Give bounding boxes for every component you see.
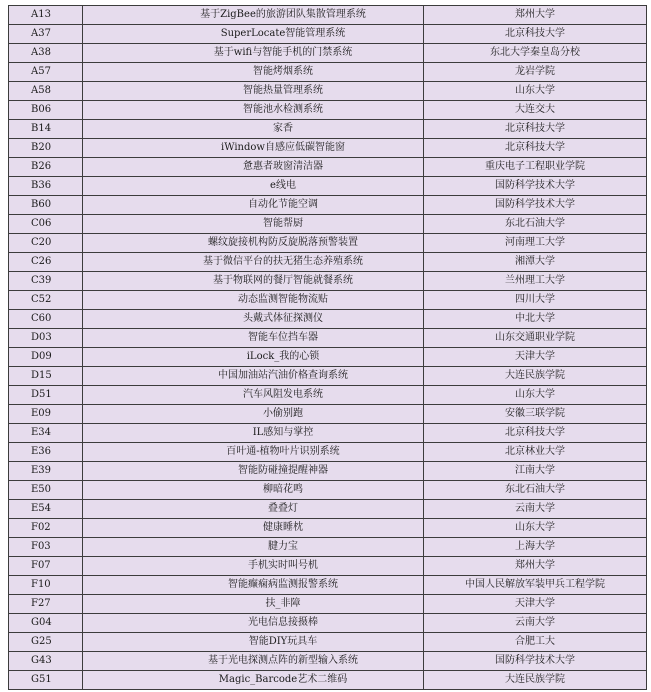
project-code-cell: E54 bbox=[9, 500, 83, 519]
table-row bbox=[9, 139, 647, 158]
project-code-cell: A37 bbox=[9, 25, 83, 44]
project-name-cell: 叠叠灯 bbox=[83, 500, 424, 519]
project-code-cell: B20 bbox=[9, 139, 83, 158]
project-code-cell: F02 bbox=[9, 519, 83, 538]
project-code-cell: D51 bbox=[9, 386, 83, 405]
school-name-cell: 北京林业大学 bbox=[424, 443, 647, 462]
school-name-cell: 国防科学技术大学 bbox=[424, 196, 647, 215]
project-name-cell: 小偷别跑 bbox=[83, 405, 424, 424]
table-row bbox=[9, 310, 647, 329]
school-name-cell: 云南大学 bbox=[424, 500, 647, 519]
project-name-cell: 手机实时叫号机 bbox=[83, 557, 424, 576]
school-name-cell: 北京科技大学 bbox=[424, 424, 647, 443]
project-name-cell: 智能热量管理系统 bbox=[83, 82, 424, 101]
project-table bbox=[8, 5, 647, 690]
project-code-cell: C06 bbox=[9, 215, 83, 234]
project-code-cell: B26 bbox=[9, 158, 83, 177]
project-name-cell: 光电信息接摄棒 bbox=[83, 614, 424, 633]
school-name-cell: 云南大学 bbox=[424, 614, 647, 633]
project-code-cell: F10 bbox=[9, 576, 83, 595]
project-name-cell: 智能车位挡车器 bbox=[83, 329, 424, 348]
project-name-cell: 智能DIY玩具车 bbox=[83, 633, 424, 652]
table-row bbox=[9, 196, 647, 215]
project-name-cell: 自动化节能空调 bbox=[83, 196, 424, 215]
project-code-cell: D09 bbox=[9, 348, 83, 367]
project-code-cell: E39 bbox=[9, 462, 83, 481]
table-row bbox=[9, 158, 647, 177]
table-row bbox=[9, 234, 647, 253]
table-row bbox=[9, 25, 647, 44]
school-name-cell: 四川大学 bbox=[424, 291, 647, 310]
project-code-cell: G43 bbox=[9, 652, 83, 671]
project-code-cell: C39 bbox=[9, 272, 83, 291]
school-name-cell: 国防科学技术大学 bbox=[424, 177, 647, 196]
table-row bbox=[9, 329, 647, 348]
table-row bbox=[9, 82, 647, 101]
project-name-cell: 智能防碰撞提醒神器 bbox=[83, 462, 424, 481]
project-code-cell: B14 bbox=[9, 120, 83, 139]
school-name-cell: 合肥工大 bbox=[424, 633, 647, 652]
project-code-cell: D03 bbox=[9, 329, 83, 348]
project-name-cell: 智能癫痫病监测报警系统 bbox=[83, 576, 424, 595]
table-row bbox=[9, 557, 647, 576]
project-name-cell: 螺纹旋接机构防反旋脱落预警装置 bbox=[83, 234, 424, 253]
school-name-cell: 东北石油大学 bbox=[424, 215, 647, 234]
table-row bbox=[9, 177, 647, 196]
project-table-container bbox=[8, 5, 646, 690]
table-row bbox=[9, 367, 647, 386]
table-row bbox=[9, 538, 647, 557]
project-name-cell: 惫惠者玻窗清洁器 bbox=[83, 158, 424, 177]
table-row bbox=[9, 405, 647, 424]
project-name-cell: 头戴式体征探测仪 bbox=[83, 310, 424, 329]
school-name-cell: 山东大学 bbox=[424, 82, 647, 101]
project-code-cell: D15 bbox=[9, 367, 83, 386]
project-name-cell: 家香 bbox=[83, 120, 424, 139]
school-name-cell: 天津大学 bbox=[424, 348, 647, 367]
project-name-cell: 基于光电探测点阵的新型输入系统 bbox=[83, 652, 424, 671]
school-name-cell: 东北石油大学 bbox=[424, 481, 647, 500]
project-code-cell: A57 bbox=[9, 63, 83, 82]
project-name-cell: 基于wifi与智能手机的门禁系统 bbox=[83, 44, 424, 63]
table-row bbox=[9, 291, 647, 310]
project-code-cell: E09 bbox=[9, 405, 83, 424]
project-code-cell: C20 bbox=[9, 234, 83, 253]
project-code-cell: B36 bbox=[9, 177, 83, 196]
table-row bbox=[9, 462, 647, 481]
school-name-cell: 河南理工大学 bbox=[424, 234, 647, 253]
school-name-cell: 东北大学秦皇岛分校 bbox=[424, 44, 647, 63]
project-name-cell: iLock_我的心锁 bbox=[83, 348, 424, 367]
table-row bbox=[9, 443, 647, 462]
table-row bbox=[9, 348, 647, 367]
project-name-cell: 动态监测智能物流贴 bbox=[83, 291, 424, 310]
project-name-cell: 健康睡枕 bbox=[83, 519, 424, 538]
project-code-cell: A13 bbox=[9, 6, 83, 25]
table-row bbox=[9, 595, 647, 614]
table-row bbox=[9, 120, 647, 139]
school-name-cell: 兰州理工大学 bbox=[424, 272, 647, 291]
project-code-cell: A38 bbox=[9, 44, 83, 63]
table-row bbox=[9, 576, 647, 595]
project-code-cell: E36 bbox=[9, 443, 83, 462]
project-code-cell: C26 bbox=[9, 253, 83, 272]
project-name-cell: iWindow自感应低碳智能窗 bbox=[83, 139, 424, 158]
school-name-cell: 北京科技大学 bbox=[424, 25, 647, 44]
school-name-cell: 郑州大学 bbox=[424, 6, 647, 25]
project-name-cell: 智能帮厨 bbox=[83, 215, 424, 234]
school-name-cell: 上海大学 bbox=[424, 538, 647, 557]
table-row bbox=[9, 500, 647, 519]
school-name-cell: 北京科技大学 bbox=[424, 120, 647, 139]
project-name-cell: 中国加油站汽油价格查询系统 bbox=[83, 367, 424, 386]
project-name-cell: 腱力宝 bbox=[83, 538, 424, 557]
school-name-cell: 山东大学 bbox=[424, 519, 647, 538]
project-code-cell: F27 bbox=[9, 595, 83, 614]
project-code-cell: E34 bbox=[9, 424, 83, 443]
project-name-cell: 汽车风阻发电系统 bbox=[83, 386, 424, 405]
project-code-cell: B60 bbox=[9, 196, 83, 215]
project-code-cell: F07 bbox=[9, 557, 83, 576]
table-row bbox=[9, 386, 647, 405]
project-code-cell: G25 bbox=[9, 633, 83, 652]
table-row bbox=[9, 481, 647, 500]
project-code-cell: F03 bbox=[9, 538, 83, 557]
table-row bbox=[9, 424, 647, 443]
project-name-cell: e线电 bbox=[83, 177, 424, 196]
project-name-cell: 扶_非障 bbox=[83, 595, 424, 614]
school-name-cell: 龙岩学院 bbox=[424, 63, 647, 82]
school-name-cell: 重庆电子工程职业学院 bbox=[424, 158, 647, 177]
project-name-cell: 智能烤烟系统 bbox=[83, 63, 424, 82]
project-name-cell: Magic_Barcode艺术二维码 bbox=[83, 671, 424, 690]
table-row bbox=[9, 63, 647, 82]
project-name-cell: 基于ZigBee的旅游团队集散管理系统 bbox=[83, 6, 424, 25]
table-row bbox=[9, 44, 647, 63]
table-row bbox=[9, 652, 647, 671]
project-name-cell: 基于物联网的餐厅智能就餐系统 bbox=[83, 272, 424, 291]
table-row bbox=[9, 614, 647, 633]
school-name-cell: 江南大学 bbox=[424, 462, 647, 481]
project-code-cell: C52 bbox=[9, 291, 83, 310]
project-code-cell: A58 bbox=[9, 82, 83, 101]
school-name-cell: 山东大学 bbox=[424, 386, 647, 405]
project-code-cell: G04 bbox=[9, 614, 83, 633]
project-name-cell: SuperLocate智能管理系统 bbox=[83, 25, 424, 44]
school-name-cell: 大连民族学院 bbox=[424, 671, 647, 690]
project-name-cell: 基于微信平台的扶无猪生态养殖系统 bbox=[83, 253, 424, 272]
table-row bbox=[9, 272, 647, 291]
table-row bbox=[9, 671, 647, 690]
school-name-cell: 大连交大 bbox=[424, 101, 647, 120]
school-name-cell: 国防科学技术大学 bbox=[424, 652, 647, 671]
project-name-cell: 智能池水检测系统 bbox=[83, 101, 424, 120]
table-row bbox=[9, 253, 647, 272]
table-row bbox=[9, 101, 647, 120]
school-name-cell: 山东交通职业学院 bbox=[424, 329, 647, 348]
table-row bbox=[9, 519, 647, 538]
table-row bbox=[9, 633, 647, 652]
school-name-cell: 北京科技大学 bbox=[424, 139, 647, 158]
table-row bbox=[9, 6, 647, 25]
school-name-cell: 中北大学 bbox=[424, 310, 647, 329]
project-code-cell: C60 bbox=[9, 310, 83, 329]
project-code-cell: G51 bbox=[9, 671, 83, 690]
project-code-cell: E50 bbox=[9, 481, 83, 500]
school-name-cell: 中国人民解放军装甲兵工程学院 bbox=[424, 576, 647, 595]
school-name-cell: 湘潭大学 bbox=[424, 253, 647, 272]
project-name-cell: IL感知与掌控 bbox=[83, 424, 424, 443]
project-code-cell: B06 bbox=[9, 101, 83, 120]
project-name-cell: 柳暗花鸣 bbox=[83, 481, 424, 500]
school-name-cell: 天津大学 bbox=[424, 595, 647, 614]
school-name-cell: 大连民族学院 bbox=[424, 367, 647, 386]
school-name-cell: 安徽三联学院 bbox=[424, 405, 647, 424]
school-name-cell: 郑州大学 bbox=[424, 557, 647, 576]
project-name-cell: 百叶通-植物叶片识别系统 bbox=[83, 443, 424, 462]
table-row bbox=[9, 215, 647, 234]
project-table-body bbox=[9, 6, 647, 690]
